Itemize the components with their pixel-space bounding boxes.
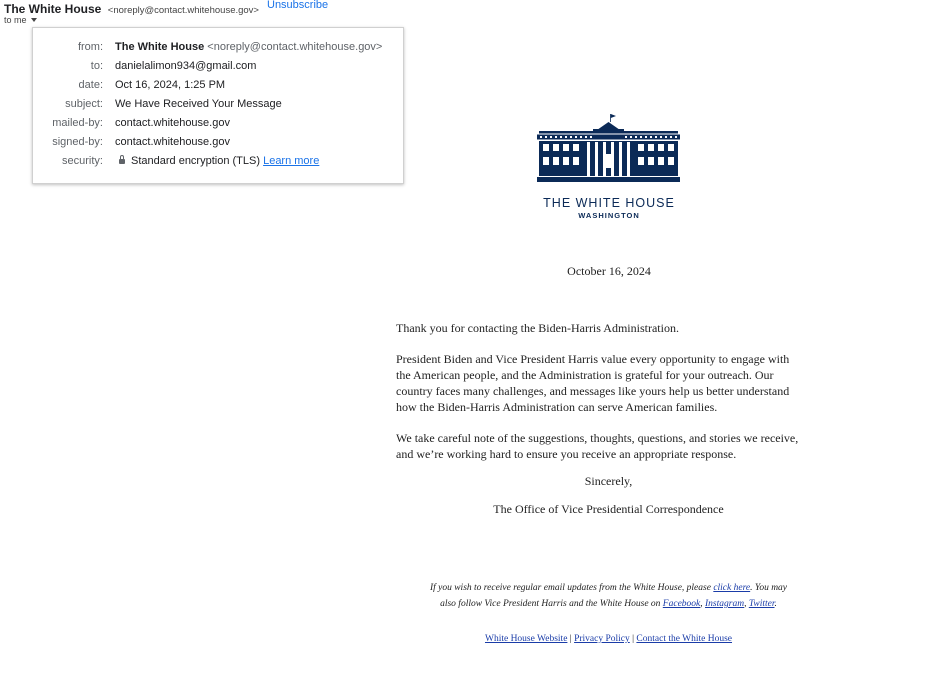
subject-value: We Have Received Your Message <box>115 98 282 110</box>
footer-separator: , <box>700 599 705 609</box>
contact-link[interactable]: Contact the White House <box>636 634 733 644</box>
email-header <box>4 0 259 18</box>
detail-row-subject <box>33 98 403 117</box>
to-me-label: to me <box>4 15 27 25</box>
privacy-policy-link[interactable]: Privacy Policy <box>574 634 630 644</box>
detail-row-mailed-by <box>33 117 403 136</box>
from-email: <noreply@contact.whitehouse.gov> <box>207 41 383 53</box>
detail-row-security <box>33 155 403 174</box>
detail-row-from <box>33 41 403 60</box>
mailed-by-value: contact.whitehouse.gov <box>115 117 230 129</box>
unsubscribe-link[interactable]: Unsubscribe <box>267 0 329 11</box>
detail-row-to <box>33 60 403 79</box>
from-name: The White House <box>115 41 205 53</box>
paragraph-line: how the Biden-Harris Administration can serve American families. <box>396 400 718 414</box>
link-separator: | <box>567 634 575 644</box>
footer-text: . You may <box>750 583 788 593</box>
facebook-link[interactable]: Facebook <box>662 599 701 609</box>
link-separator: | <box>629 634 637 644</box>
footer-note <box>396 580 821 612</box>
letter-paragraph-2 <box>396 351 826 415</box>
learn-more-link[interactable]: Learn more <box>263 155 320 167</box>
mailed-by-label: mailed-by: <box>52 117 103 129</box>
paragraph-line: President Biden and Vice President Harris value every opportunity to engage with <box>396 352 790 366</box>
security-label: security: <box>62 155 103 167</box>
letter-date: October 16, 2024 <box>567 264 651 278</box>
detail-row-date <box>33 79 403 98</box>
lock-icon <box>119 159 125 164</box>
logo-title: THE WHITE HOUSE <box>543 196 675 210</box>
date-label: date: <box>78 79 103 91</box>
paragraph-line: the American people, and the Administration is grateful for your outreach. Our <box>396 368 774 382</box>
from-value <box>115 41 382 53</box>
white-house-logo-icon <box>537 114 680 184</box>
subject-label: subject: <box>65 98 103 110</box>
security-value <box>115 155 319 167</box>
letter-paragraph-3 <box>396 430 826 462</box>
details-popup <box>32 27 404 184</box>
signature: The Office of Vice Presidential Correspondence <box>493 502 724 516</box>
twitter-link[interactable]: Twitter <box>748 599 775 609</box>
to-value: danielalimon934@gmail.com <box>115 60 257 72</box>
date-value: Oct 16, 2024, 1:25 PM <box>115 79 226 91</box>
paragraph-line: We take careful note of the suggestions, thoughts, questions, and stories we receive, <box>396 431 799 445</box>
footer-text: . <box>774 599 777 609</box>
security-text: Standard encryption (TLS) <box>131 155 261 167</box>
signed-by-label: signed-by: <box>52 136 103 148</box>
footer-line-1 <box>396 580 821 596</box>
footer-separator: , <box>744 599 749 609</box>
to-label: to: <box>90 60 103 72</box>
from-label: from: <box>77 41 103 53</box>
closing: Sincerely, <box>584 474 633 488</box>
paragraph-line: country faces many challenges, and messages like yours help us better understand <box>396 384 790 398</box>
instagram-link[interactable]: Instagram <box>705 599 745 609</box>
sender-email: <noreply@contact.whitehouse.gov> <box>107 5 259 16</box>
footer-links <box>396 634 821 644</box>
click-here-link[interactable]: click here <box>713 583 751 593</box>
white-house-website-link[interactable]: White House Website <box>484 634 568 644</box>
sender-name: The White House <box>4 2 102 16</box>
detail-row-signed-by <box>33 136 403 155</box>
footer-text: also follow Vice President Harris and the White House on <box>440 599 663 609</box>
chevron-down-icon[interactable] <box>31 18 37 22</box>
footer-line-2 <box>396 596 821 612</box>
signed-by-value: contact.whitehouse.gov <box>115 136 230 148</box>
recipient-toggle[interactable] <box>4 15 37 25</box>
logo-subtitle: WASHINGTON <box>578 211 640 220</box>
paragraph-line: and we’re working hard to ensure you receive an appropriate response. <box>396 447 737 461</box>
letter-paragraph-1: Thank you for contacting the Biden-Harris Administration. <box>396 321 679 335</box>
footer-text: If you wish to receive regular email updates from the White House, please <box>429 583 714 593</box>
